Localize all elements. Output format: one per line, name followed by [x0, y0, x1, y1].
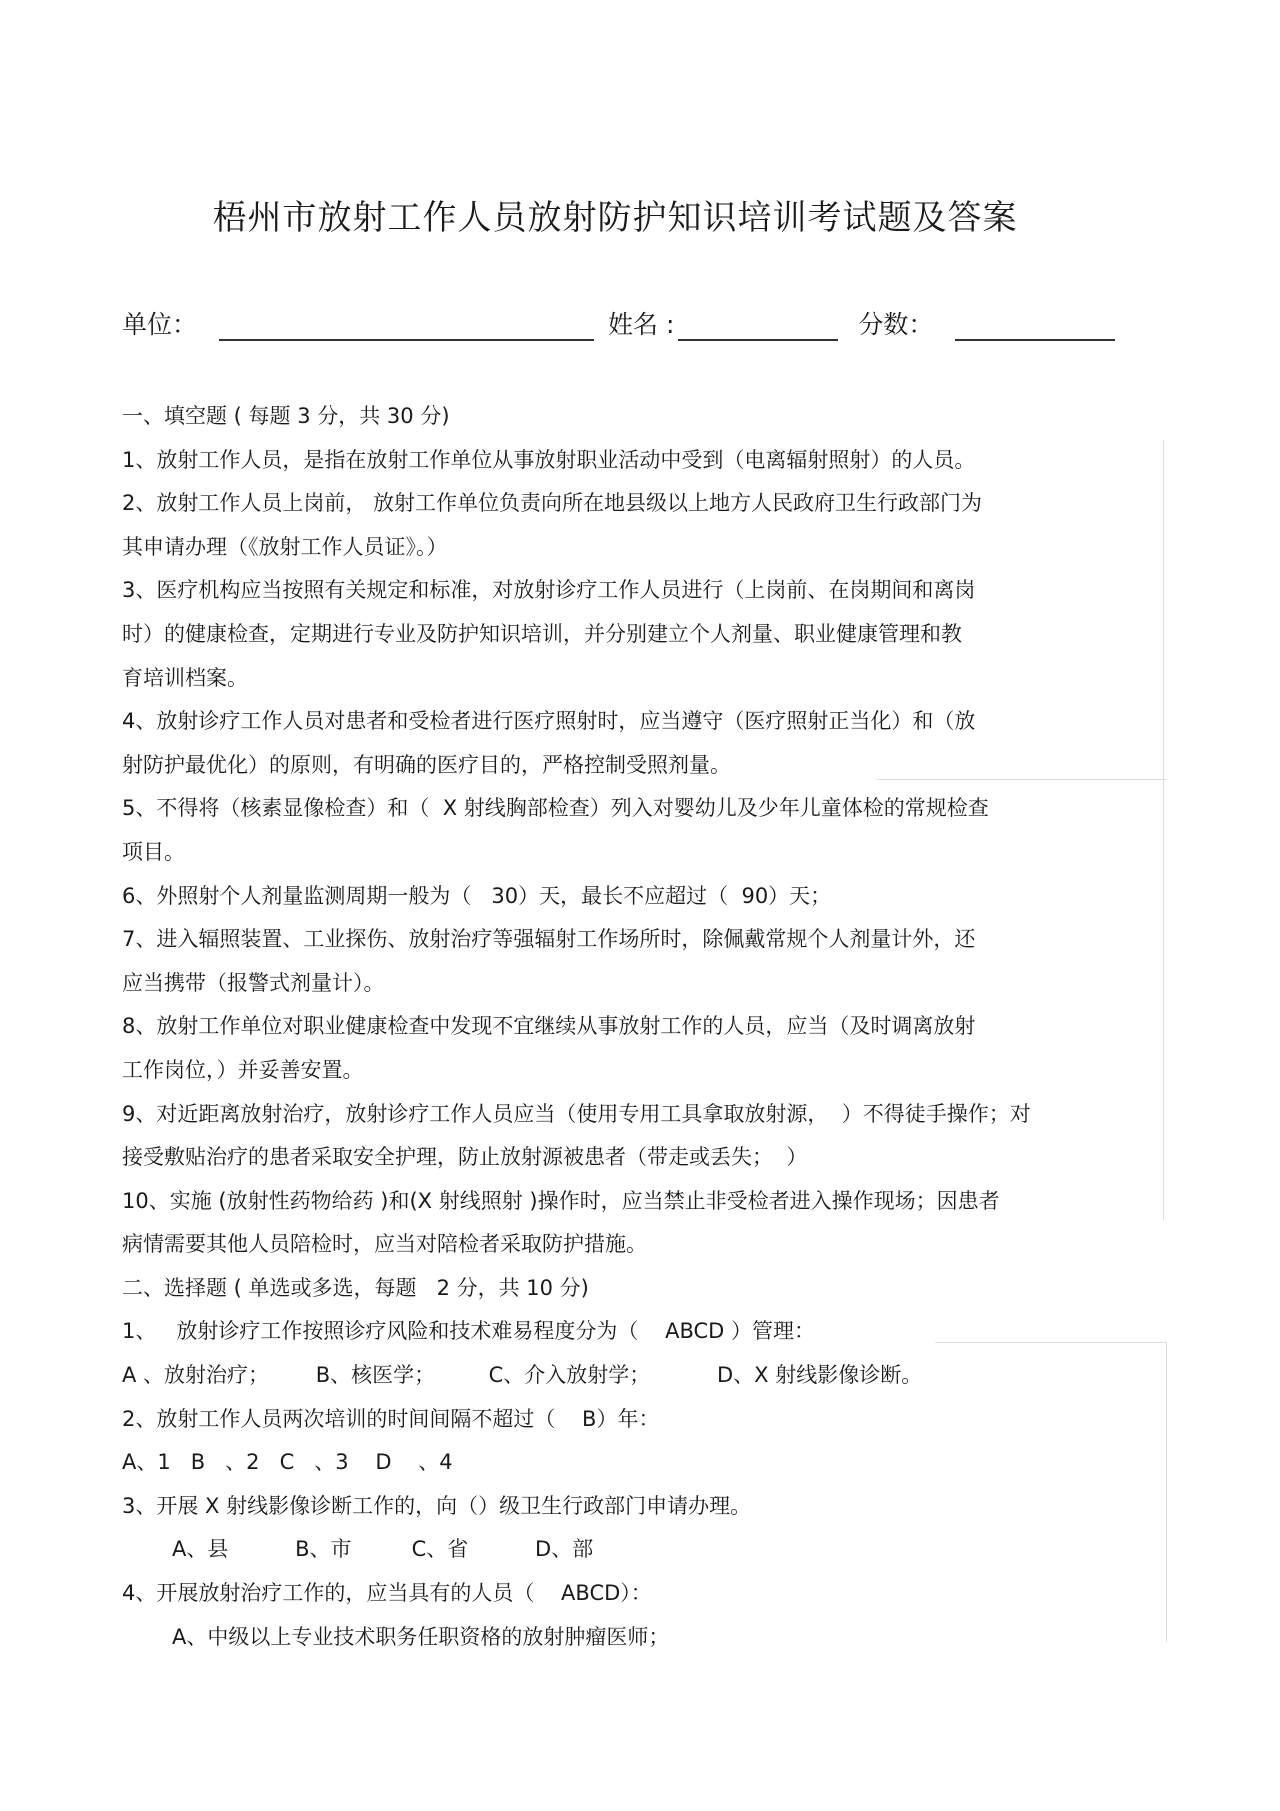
text-line: 1、 放射诊疗工作按照诊疗风险和技术难易程度分为（ ABCD ）管理： [122, 1319, 815, 1344]
text-line: 项目。 [122, 839, 185, 864]
text-line: 接受敷贴治疗的患者采取安全护理，防止放射源被患者（带走或丢失； ） [122, 1145, 808, 1170]
text-line: 1、放射工作人员，是指在放射工作单位从事放射职业活动中受到（电离辐射照射）的人员。 [122, 447, 976, 472]
score-blank[interactable] [955, 311, 1115, 341]
exam-body [122, 395, 1172, 1659]
text-line: 射防护最优化）的原则，有明确的医疗目的，严格控制受照剂量。 [122, 752, 731, 777]
text-line: 其申请办理（《放射工作人员证》。） [122, 534, 448, 559]
text-line: 病情需要其他人员陪检时，应当对陪检者采取防护措施。 [122, 1232, 647, 1257]
text-line: 应当携带（报警式剂量计）。 [122, 970, 385, 995]
text-line: A、1 B 、2 C 、3 D 、4 [122, 1450, 453, 1475]
name-blank[interactable] [678, 311, 838, 341]
text-line: A 、放射治疗； B、核医学； C、介入放射学； D、X 射线影像诊断。 [122, 1363, 923, 1388]
page-title: 梧州市放射工作人员放射防护知识培训考试题及答案 [212, 198, 1018, 238]
text-line: 时）的健康检查，定期进行专业及防护知识培训，并分别建立个人剂量、职业健康管理和教 [122, 621, 962, 646]
text-line: 7、进入辐照装置、工业探伤、放射治疗等强辐射工作场所时，除佩戴常规个人剂量计外，还 [122, 927, 976, 952]
unit-label: 单位： [122, 310, 198, 339]
text-line: 4、开展放射治疗工作的，应当具有的人员（ ABCD）： [122, 1581, 652, 1606]
unit-blank[interactable] [219, 311, 594, 341]
text-line: 4、放射诊疗工作人员对患者和受检者进行医疗照射时，应当遵守（医疗照射正当化）和（放 [122, 709, 976, 734]
text-line: 二、选择题 ( 单选或多选，每题 2 分，共 10 分) [122, 1275, 589, 1300]
scan-artifact-line [1166, 1342, 1167, 1642]
text-line: 9、对近距离放射治疗，放射诊疗工作人员应当（使用专用工具拿取放射源， ）不得徒手操作；对 [122, 1101, 1031, 1126]
text-line: 2、放射工作人员上岗前， 放射工作单位负责向所在地县级以上地方人民政府卫生行政部门为 [122, 491, 983, 516]
text-line: 2、放射工作人员两次培训的时间间隔不超过（ B）年： [122, 1406, 660, 1431]
text-line: A、中级以上专业技术职务任职资格的放射肿瘤医师； [172, 1624, 670, 1649]
scan-artifact-line [1163, 440, 1164, 1220]
text-line: 3、开展 X 射线影像诊断工作的，向（）级卫生行政部门申请办理。 [122, 1493, 752, 1518]
text-line: 3、医疗机构应当按照有关规定和标准，对放射诊疗工作人员进行（上岗前、在岗期间和离岗 [122, 578, 976, 603]
scan-artifact-line [876, 779, 1166, 780]
text-line: 8、放射工作单位对职业健康检查中发现不宜继续从事放射工作的人员，应当（及时调离放射 [122, 1014, 976, 1039]
scan-artifact-line [935, 1342, 1167, 1343]
text-line: 10、实施 (放射性药物给药 )和(X 射线照射 )操作时，应当禁止非受检者进入操作现场；因患者 [122, 1188, 1000, 1213]
text-line: 育培训档案。 [122, 665, 248, 690]
text-line: A、县 B、市 C、省 D、部 [172, 1537, 594, 1562]
exam-header [122, 305, 1115, 341]
text-line: 工作岗位，）并妥善安置。 [122, 1057, 364, 1082]
text-line: 5、不得将（核素显像检查）和（ X 射线胸部检查）列入对婴幼儿及少年儿童体检的常规检查 [122, 796, 989, 821]
text-line: 6、外照射个人剂量监测周期一般为（ 30）天，最长不应超过（ 90）天； [122, 883, 832, 908]
score-label: 分数： [858, 310, 934, 339]
name-label: 姓名 : [608, 310, 675, 339]
text-line: 一、填空题 ( 每题 3 分，共 30 分) [122, 404, 450, 428]
